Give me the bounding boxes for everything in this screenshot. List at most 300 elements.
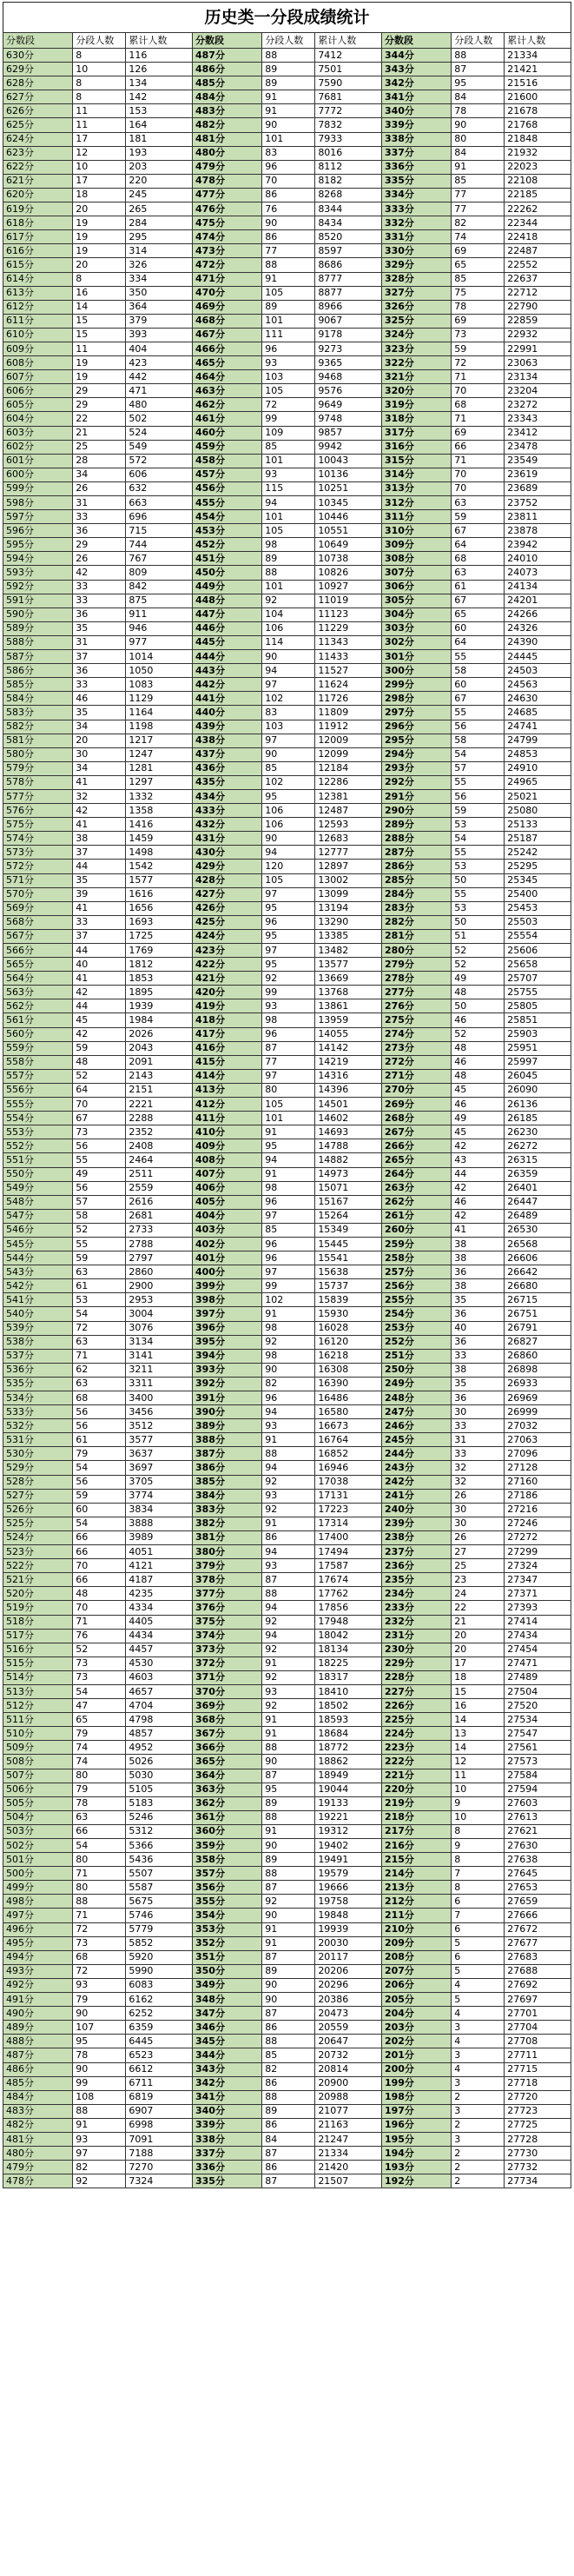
cumulative-cell: 27715 [505, 2062, 571, 2076]
score-cell: 567分 [3, 929, 73, 943]
score-cell: 580分 [3, 747, 73, 761]
count-cell: 90 [262, 118, 315, 132]
score-cell: 346分 [192, 2021, 261, 2035]
cumulative-cell: 21247 [315, 2132, 382, 2146]
table-row [3, 1684, 571, 1698]
count-cell: 55 [452, 650, 505, 664]
count-cell: 56 [73, 1139, 126, 1153]
count-cell: 97 [262, 1069, 315, 1083]
cumulative-cell: 2043 [126, 1041, 193, 1055]
score-cell: 324分 [381, 328, 451, 342]
cumulative-cell: 27547 [505, 1727, 571, 1741]
score-cell: 415分 [192, 1055, 261, 1069]
count-cell: 91 [262, 1517, 315, 1530]
cumulative-cell: 27561 [505, 1741, 571, 1755]
cumulative-cell: 480 [126, 398, 193, 412]
count-cell: 68 [452, 552, 505, 566]
cumulative-cell: 6252 [126, 2007, 193, 2021]
score-cell: 472分 [192, 258, 261, 272]
count-cell: 106 [262, 804, 315, 818]
count-cell: 35 [73, 621, 126, 635]
count-cell: 73 [73, 1936, 126, 1950]
cumulative-cell: 27299 [505, 1545, 571, 1559]
cumulative-cell: 5183 [126, 1796, 193, 1810]
score-cell: 557分 [3, 1069, 73, 1083]
count-cell: 87 [262, 2147, 315, 2161]
table-row [3, 1853, 571, 1867]
cumulative-cell: 7681 [315, 90, 382, 104]
score-cell: 606分 [3, 384, 73, 398]
count-cell: 4 [452, 2007, 505, 2021]
cumulative-cell: 26136 [505, 1098, 571, 1112]
count-cell: 8 [73, 49, 126, 63]
table-row [3, 1069, 571, 1083]
cumulative-cell: 9748 [315, 412, 382, 426]
score-cell: 243分 [381, 1461, 451, 1475]
count-cell: 52 [452, 944, 505, 958]
count-cell: 80 [452, 132, 505, 146]
table-row [3, 1125, 571, 1139]
score-cell: 208分 [381, 1950, 451, 1964]
count-cell: 102 [262, 775, 315, 789]
score-cell: 210分 [381, 1922, 451, 1936]
cumulative-cell: 22932 [505, 328, 571, 342]
table-row [3, 2007, 571, 2021]
table-row [3, 2174, 571, 2188]
count-cell: 102 [262, 692, 315, 706]
score-cell: 286分 [381, 860, 451, 873]
table-row [3, 104, 571, 118]
score-cell: 380分 [192, 1545, 261, 1559]
score-cell: 394分 [192, 1349, 261, 1363]
count-cell: 82 [73, 2161, 126, 2174]
count-cell: 70 [452, 481, 505, 495]
score-cell: 246分 [381, 1419, 451, 1433]
count-cell: 53 [73, 1293, 126, 1307]
score-cell: 271分 [381, 1069, 451, 1083]
table-row [3, 1195, 571, 1209]
page-title: 历史类一分段成绩统计 [3, 2, 571, 32]
count-cell: 8 [73, 272, 126, 286]
count-cell: 22 [452, 1601, 505, 1615]
count-cell: 89 [262, 76, 315, 90]
score-cell: 563分 [3, 986, 73, 999]
cumulative-cell: 25187 [505, 832, 571, 846]
score-cell: 222分 [381, 1755, 451, 1769]
score-cell: 498分 [3, 1895, 73, 1909]
score-cell: 312分 [381, 496, 451, 510]
score-cell: 465分 [192, 356, 261, 370]
cumulative-cell: 6083 [126, 1978, 193, 1992]
score-cell: 399分 [192, 1279, 261, 1293]
cumulative-cell: 2511 [126, 1167, 193, 1181]
count-cell: 42 [73, 1027, 126, 1041]
count-cell: 96 [262, 1237, 315, 1251]
cumulative-cell: 22344 [505, 216, 571, 230]
score-cell: 273分 [381, 1041, 451, 1055]
score-cell: 487分 [3, 2048, 73, 2062]
count-cell: 70 [262, 174, 315, 188]
score-cell: 435分 [192, 775, 261, 789]
table-row [3, 286, 571, 300]
score-cell: 258分 [381, 1251, 451, 1265]
count-cell: 37 [73, 846, 126, 860]
cumulative-cell: 8686 [315, 258, 382, 272]
cumulative-cell: 5030 [126, 1769, 193, 1783]
cumulative-cell: 24134 [505, 580, 571, 594]
count-cell: 38 [452, 1363, 505, 1377]
count-cell: 54 [73, 1839, 126, 1853]
count-cell: 70 [452, 384, 505, 398]
score-cell: 485分 [192, 76, 261, 90]
count-cell: 93 [73, 2132, 126, 2146]
count-cell: 30 [452, 1503, 505, 1517]
count-cell: 72 [73, 1922, 126, 1936]
count-cell: 57 [452, 761, 505, 775]
count-cell: 91 [262, 1824, 315, 1838]
cumulative-cell: 5852 [126, 1936, 193, 1950]
cumulative-cell: 1725 [126, 929, 193, 943]
cumulative-cell: 25707 [505, 972, 571, 986]
table-row [3, 481, 571, 495]
count-cell: 21 [73, 426, 126, 440]
table-row [3, 510, 571, 524]
count-cell: 12 [452, 1755, 505, 1769]
cumulative-cell: 4952 [126, 1741, 193, 1755]
cumulative-cell: 502 [126, 412, 193, 426]
score-cell: 500分 [3, 1867, 73, 1881]
score-cell: 618分 [3, 216, 73, 230]
score-cell: 578分 [3, 775, 73, 789]
cumulative-cell: 20473 [315, 2007, 382, 2021]
score-cell: 218分 [381, 1810, 451, 1824]
cumulative-cell: 13768 [315, 986, 382, 999]
cumulative-cell: 2151 [126, 1083, 193, 1097]
table-row [3, 580, 571, 594]
count-cell: 70 [73, 1601, 126, 1615]
count-cell: 31 [73, 635, 126, 649]
score-cell: 249分 [381, 1377, 451, 1391]
table-row [3, 1713, 571, 1727]
score-cell: 332分 [381, 216, 451, 230]
count-cell: 89 [262, 300, 315, 314]
score-cell: 507分 [3, 1769, 73, 1783]
score-cell: 582分 [3, 720, 73, 734]
count-cell: 90 [262, 1978, 315, 1992]
count-cell: 63 [452, 496, 505, 510]
score-cell: 575分 [3, 818, 73, 832]
count-cell: 96 [262, 1391, 315, 1405]
count-cell: 44 [452, 1167, 505, 1181]
score-cell: 407分 [192, 1167, 261, 1181]
table-row [3, 1013, 571, 1027]
score-cell: 219分 [381, 1796, 451, 1810]
score-cell: 508分 [3, 1755, 73, 1769]
cumulative-cell: 17587 [315, 1559, 382, 1573]
cumulative-cell: 12593 [315, 818, 382, 832]
cumulative-cell: 27725 [505, 2118, 571, 2132]
score-cell: 419分 [192, 999, 261, 1013]
cumulative-cell: 26315 [505, 1153, 571, 1167]
count-cell: 20 [73, 734, 126, 747]
score-cell: 521分 [3, 1573, 73, 1587]
table-row [3, 426, 571, 440]
cumulative-cell: 23549 [505, 454, 571, 468]
count-cell: 87 [262, 1573, 315, 1587]
count-cell: 91 [262, 1936, 315, 1950]
score-cell: 511分 [3, 1713, 73, 1727]
cumulative-cell: 27732 [505, 2161, 571, 2174]
cumulative-cell: 27324 [505, 1559, 571, 1573]
cumulative-cell: 350 [126, 286, 193, 300]
count-cell: 60 [452, 678, 505, 692]
table-row [3, 789, 571, 803]
cumulative-cell: 21507 [315, 2174, 382, 2188]
cumulative-cell: 4405 [126, 1615, 193, 1629]
cumulative-cell: 22487 [505, 244, 571, 258]
table-row [3, 1601, 571, 1615]
table-row [3, 2090, 571, 2104]
count-cell: 36 [452, 1335, 505, 1349]
table-row [3, 832, 571, 846]
cumulative-cell: 5312 [126, 1824, 193, 1838]
count-cell: 94 [262, 1545, 315, 1559]
count-cell: 26 [73, 481, 126, 495]
count-cell: 98 [262, 1349, 315, 1363]
cumulative-cell: 23272 [505, 398, 571, 412]
score-cell: 217分 [381, 1824, 451, 1838]
score-cell: 405分 [192, 1195, 261, 1209]
header-score-2: 分数段 [192, 33, 261, 49]
count-cell: 69 [452, 314, 505, 328]
count-cell: 6 [452, 1922, 505, 1936]
cumulative-cell: 26791 [505, 1321, 571, 1335]
score-cell: 387分 [192, 1447, 261, 1461]
score-cell: 253分 [381, 1321, 451, 1335]
cumulative-cell: 25133 [505, 818, 571, 832]
count-cell: 26 [452, 1489, 505, 1503]
score-cell: 296分 [381, 720, 451, 734]
table-row [3, 1545, 571, 1559]
score-cell: 623分 [3, 146, 73, 160]
score-cell: 590分 [3, 607, 73, 621]
cumulative-cell: 27692 [505, 1978, 571, 1992]
score-cell: 279分 [381, 958, 451, 972]
count-cell: 57 [73, 1195, 126, 1209]
table-row [3, 1167, 571, 1181]
score-cell: 446分 [192, 621, 261, 635]
cumulative-cell: 24201 [505, 594, 571, 607]
cumulative-cell: 977 [126, 635, 193, 649]
count-cell: 67 [452, 594, 505, 607]
cumulative-cell: 27645 [505, 1867, 571, 1881]
cumulative-cell: 27594 [505, 1783, 571, 1796]
count-cell: 59 [452, 804, 505, 818]
score-cell: 199分 [381, 2076, 451, 2090]
table-row [3, 216, 571, 230]
cumulative-cell: 842 [126, 580, 193, 594]
count-cell: 98 [262, 1013, 315, 1027]
table-row [3, 300, 571, 314]
score-cell: 555分 [3, 1098, 73, 1112]
count-cell: 5 [452, 1936, 505, 1950]
score-cell: 234分 [381, 1587, 451, 1601]
score-cell: 367分 [192, 1727, 261, 1741]
count-cell: 82 [262, 1377, 315, 1391]
count-cell: 20 [452, 1643, 505, 1656]
score-cell: 422分 [192, 958, 261, 972]
count-cell: 59 [73, 1489, 126, 1503]
cumulative-cell: 4530 [126, 1656, 193, 1670]
score-cell: 559分 [3, 1041, 73, 1055]
cumulative-cell: 19666 [315, 1881, 382, 1895]
cumulative-cell: 21678 [505, 104, 571, 118]
score-cell: 203分 [381, 2021, 451, 2035]
count-cell: 54 [73, 1684, 126, 1698]
cumulative-cell: 14501 [315, 1098, 382, 1112]
count-cell: 72 [73, 1321, 126, 1335]
table-row [3, 1936, 571, 1950]
score-cell: 241分 [381, 1489, 451, 1503]
score-table-sheet [3, 2, 571, 2188]
count-cell: 56 [73, 1419, 126, 1433]
score-cell: 278分 [381, 972, 451, 986]
cumulative-cell: 10649 [315, 538, 382, 552]
score-cell: 282分 [381, 915, 451, 929]
score-cell: 531分 [3, 1433, 73, 1447]
table-row [3, 1503, 571, 1517]
header-count-2: 分段人数 [262, 33, 315, 49]
count-cell: 16 [452, 1699, 505, 1713]
table-row [3, 1559, 571, 1573]
count-cell: 52 [73, 1223, 126, 1237]
count-cell: 2 [452, 2090, 505, 2104]
count-cell: 93 [262, 1684, 315, 1698]
count-cell: 90 [262, 832, 315, 846]
count-cell: 10 [73, 63, 126, 76]
count-cell: 36 [73, 664, 126, 678]
score-cell: 264分 [381, 1167, 451, 1181]
score-cell: 192分 [381, 2174, 451, 2188]
cumulative-cell: 22418 [505, 230, 571, 244]
count-cell: 8 [73, 90, 126, 104]
count-cell: 88 [73, 2104, 126, 2118]
count-cell: 37 [73, 929, 126, 943]
count-cell: 95 [452, 76, 505, 90]
cumulative-cell: 2900 [126, 1279, 193, 1293]
table-row [3, 1895, 571, 1909]
score-cell: 285分 [381, 873, 451, 887]
count-cell: 96 [262, 915, 315, 929]
score-cell: 528分 [3, 1475, 73, 1489]
score-cell: 534分 [3, 1391, 73, 1405]
score-cell: 214分 [381, 1867, 451, 1881]
score-cell: 385分 [192, 1475, 261, 1489]
table-row [3, 1447, 571, 1461]
count-cell: 20 [452, 1629, 505, 1643]
table-row [3, 1055, 571, 1069]
count-cell: 34 [73, 720, 126, 734]
score-cell: 272分 [381, 1055, 451, 1069]
score-cell: 388分 [192, 1433, 261, 1447]
count-cell: 84 [262, 2132, 315, 2146]
count-cell: 73 [452, 328, 505, 342]
count-cell: 89 [262, 552, 315, 566]
cumulative-cell: 27697 [505, 1993, 571, 2007]
count-cell: 6 [452, 1895, 505, 1909]
cumulative-cell: 5105 [126, 1783, 193, 1796]
count-cell: 20 [73, 258, 126, 272]
cumulative-cell: 23811 [505, 510, 571, 524]
cumulative-cell: 27603 [505, 1796, 571, 1810]
count-cell: 15 [452, 1684, 505, 1698]
score-cell: 487分 [192, 49, 261, 63]
cumulative-cell: 19579 [315, 1867, 382, 1881]
score-cell: 482分 [3, 2118, 73, 2132]
count-cell: 44 [73, 944, 126, 958]
count-cell: 71 [452, 370, 505, 384]
cumulative-cell: 24630 [505, 692, 571, 706]
count-cell: 97 [262, 1209, 315, 1223]
count-cell: 17 [73, 174, 126, 188]
count-cell: 52 [73, 1069, 126, 1083]
score-cell: 352分 [192, 1936, 261, 1950]
score-cell: 537分 [3, 1349, 73, 1363]
score-cell: 457分 [192, 468, 261, 481]
table-row [3, 1475, 571, 1489]
cumulative-cell: 7832 [315, 118, 382, 132]
score-cell: 393分 [192, 1363, 261, 1377]
cumulative-cell: 203 [126, 160, 193, 174]
count-cell: 3 [452, 2021, 505, 2035]
score-cell: 338分 [192, 2132, 261, 2146]
count-cell: 55 [452, 706, 505, 720]
table-row [3, 706, 571, 720]
table-row [3, 1363, 571, 1377]
score-cell: 355分 [192, 1895, 261, 1909]
score-cell: 597分 [3, 510, 73, 524]
count-cell: 65 [452, 258, 505, 272]
count-cell: 101 [262, 314, 315, 328]
count-cell: 63 [73, 1265, 126, 1279]
score-cell: 220分 [381, 1783, 451, 1796]
table-row [3, 1083, 571, 1097]
cumulative-cell: 22185 [505, 188, 571, 202]
score-cell: 377分 [192, 1587, 261, 1601]
cumulative-cell: 27434 [505, 1629, 571, 1643]
cumulative-cell: 26090 [505, 1083, 571, 1097]
cumulative-cell: 4235 [126, 1587, 193, 1601]
count-cell: 29 [73, 538, 126, 552]
count-cell: 67 [73, 1112, 126, 1125]
table-row [3, 1307, 571, 1321]
score-cell: 569分 [3, 901, 73, 915]
cumulative-cell: 27414 [505, 1615, 571, 1629]
count-cell: 68 [452, 398, 505, 412]
score-cell: 327分 [381, 286, 451, 300]
score-cell: 478分 [192, 174, 261, 188]
count-cell: 54 [452, 747, 505, 761]
count-cell: 85 [262, 761, 315, 775]
count-cell: 7 [452, 1909, 505, 1922]
cumulative-cell: 23343 [505, 412, 571, 426]
score-cell: 558分 [3, 1055, 73, 1069]
score-cell: 195分 [381, 2132, 451, 2146]
count-cell: 64 [452, 538, 505, 552]
score-cell: 316分 [381, 440, 451, 454]
cumulative-cell: 3311 [126, 1377, 193, 1391]
score-cell: 502分 [3, 1839, 73, 1853]
